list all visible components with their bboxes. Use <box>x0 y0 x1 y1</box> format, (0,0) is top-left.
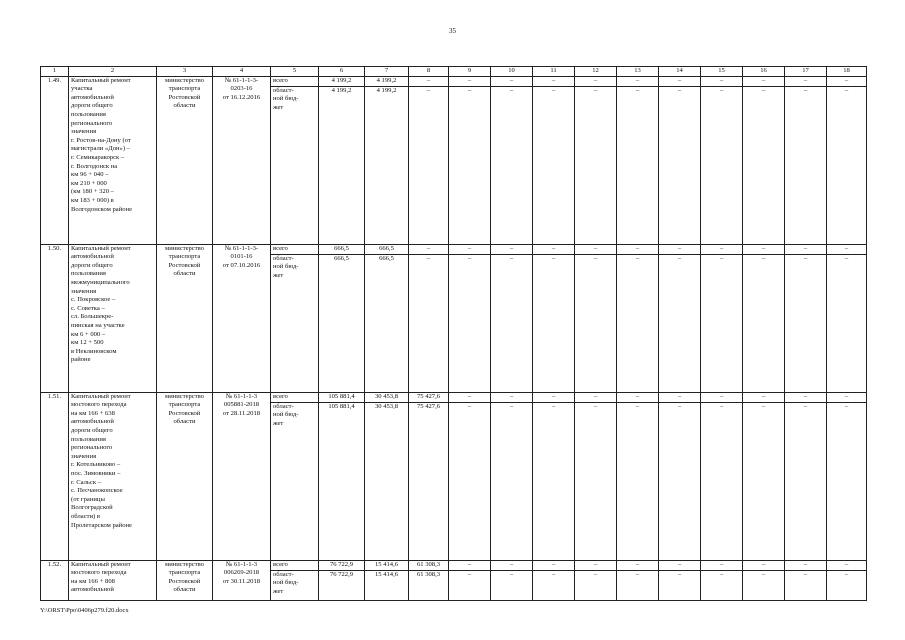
row-number: 1.52. <box>41 560 69 600</box>
value-cell: – <box>701 402 743 560</box>
value-cell: – <box>575 244 617 254</box>
agency: министерство транспорта Ростовской области <box>157 392 213 560</box>
value-cell: – <box>449 244 491 254</box>
value-cell: – <box>743 402 785 560</box>
source-regional: област- ной бюд- жет <box>271 570 319 600</box>
header-col-2: 2 <box>69 67 157 77</box>
value-cell: – <box>617 402 659 560</box>
value-cell: – <box>701 76 743 86</box>
value-cell: – <box>449 86 491 244</box>
value-cell: – <box>785 244 827 254</box>
source-regional: област- ной бюд- жет <box>271 402 319 560</box>
value-cell: – <box>785 570 827 600</box>
value-cell: – <box>449 402 491 560</box>
value-cell: – <box>575 254 617 392</box>
value-cell: – <box>533 254 575 392</box>
row-number: 1.51. <box>41 392 69 560</box>
value-cell: – <box>533 402 575 560</box>
value-cell: 666,5 <box>365 254 409 392</box>
value-cell: 75 427,6 <box>409 392 449 402</box>
document-ref: № 61-1-1-3 006269-2018 от 30.11.2018 <box>213 560 271 600</box>
value-cell: – <box>743 244 785 254</box>
header-col-16: 16 <box>743 67 785 77</box>
value-cell: – <box>659 86 701 244</box>
footer-path: Y:\ORST\Ppo\0406p279.f20.docx <box>40 607 129 614</box>
value-cell: – <box>659 76 701 86</box>
table-row <box>41 392 867 402</box>
value-cell: – <box>785 392 827 402</box>
value-cell: – <box>743 86 785 244</box>
header-col-13: 13 <box>617 67 659 77</box>
value-cell: 15 414,6 <box>365 560 409 570</box>
header-col-12: 12 <box>575 67 617 77</box>
table-row <box>41 76 867 86</box>
value-cell: – <box>701 244 743 254</box>
source-total: всего <box>271 244 319 254</box>
value-cell: – <box>617 86 659 244</box>
value-cell: – <box>659 244 701 254</box>
value-cell: – <box>533 560 575 570</box>
value-cell: – <box>701 560 743 570</box>
header-col-14: 14 <box>659 67 701 77</box>
value-cell: – <box>491 254 533 392</box>
value-cell: – <box>659 560 701 570</box>
header-col-8: 8 <box>409 67 449 77</box>
value-cell: – <box>575 86 617 244</box>
value-cell: – <box>743 570 785 600</box>
value-cell: – <box>659 254 701 392</box>
value-cell: 4 199,2 <box>319 86 365 244</box>
header-col-3: 3 <box>157 67 213 77</box>
document-ref: № 61-1-1-3 005881-2018 от 28.11.2018 <box>213 392 271 560</box>
object-name: Капитальный ремонт автомобильной дороги общего пользования межмуниципального значения с. Покровское – с. Советка – сл. Большекре- пинская на участке км 6 + 000 – км 12 + 500 в Неклиновском районе <box>69 244 157 392</box>
value-cell: – <box>617 392 659 402</box>
value-cell: 15 414,6 <box>365 570 409 600</box>
value-cell: – <box>491 86 533 244</box>
value-cell: – <box>827 86 867 244</box>
value-cell: – <box>827 560 867 570</box>
value-cell: – <box>659 570 701 600</box>
budget-table <box>40 66 867 601</box>
value-cell: 4 199,2 <box>365 86 409 244</box>
source-regional: област- ной бюд- жет <box>271 86 319 244</box>
agency: министерство транспорта Ростовской области <box>157 244 213 392</box>
value-cell: – <box>659 402 701 560</box>
value-cell: 76 722,9 <box>319 570 365 600</box>
value-cell: – <box>533 86 575 244</box>
value-cell: – <box>743 560 785 570</box>
document-ref: № 61-1-1-3- 0203-16 от 16.12.2016 <box>213 76 271 244</box>
agency: министерство транспорта Ростовской области <box>157 76 213 244</box>
header-col-17: 17 <box>785 67 827 77</box>
value-cell: – <box>533 570 575 600</box>
value-cell: – <box>491 76 533 86</box>
value-cell: – <box>491 392 533 402</box>
value-cell: – <box>827 402 867 560</box>
header-row <box>41 67 867 77</box>
value-cell: 666,5 <box>319 254 365 392</box>
value-cell: – <box>449 76 491 86</box>
source-regional: област- ной бюд- жет <box>271 254 319 392</box>
header-col-5: 5 <box>271 67 319 77</box>
object-name: Капитальный ремонт мостового перехода на км 166 + 638 автомобильной дороги общего пользования регионального значения г. Котельниково – пос. Зимовники – г. Сальск – с. Песчанокопское (от границы Волгоградской области) в Пролетарском районе <box>69 392 157 560</box>
value-cell: – <box>575 560 617 570</box>
source-total: всего <box>271 392 319 402</box>
value-cell: 666,5 <box>365 244 409 254</box>
header-col-18: 18 <box>827 67 867 77</box>
source-total: всего <box>271 560 319 570</box>
value-cell: – <box>827 254 867 392</box>
row-number: 1.50. <box>41 244 69 392</box>
value-cell: – <box>449 392 491 402</box>
value-cell: 105 881,4 <box>319 392 365 402</box>
value-cell: – <box>533 76 575 86</box>
value-cell: – <box>409 244 449 254</box>
agency: министерство транспорта Ростовской области <box>157 560 213 600</box>
value-cell: – <box>827 244 867 254</box>
table-row <box>41 560 867 570</box>
value-cell: – <box>533 392 575 402</box>
value-cell: – <box>785 402 827 560</box>
value-cell: 76 722,9 <box>319 560 365 570</box>
header-col-11: 11 <box>533 67 575 77</box>
value-cell: – <box>491 402 533 560</box>
value-cell: 75 427,6 <box>409 402 449 560</box>
value-cell: – <box>409 86 449 244</box>
header-col-6: 6 <box>319 67 365 77</box>
value-cell: – <box>617 560 659 570</box>
value-cell: – <box>409 76 449 86</box>
value-cell: – <box>449 254 491 392</box>
header-col-4: 4 <box>213 67 271 77</box>
value-cell: – <box>617 254 659 392</box>
object-name: Капитальный ремонт участка автомобильной дороги общего пользования регионального значения г. Ростов-на-Дону (от магистрали «Дон») – г. Семикаракорск – г. Волгодонск на км 96 + 040 – км 210 + 000 (км 180 + 320 – км 183 + 000) в Волгодонском районе <box>69 76 157 244</box>
value-cell: 4 199,2 <box>365 76 409 86</box>
value-cell: – <box>491 560 533 570</box>
value-cell: – <box>743 76 785 86</box>
page-number: 35 <box>449 27 456 35</box>
value-cell: – <box>827 76 867 86</box>
value-cell: – <box>785 76 827 86</box>
value-cell: – <box>785 254 827 392</box>
value-cell: – <box>659 392 701 402</box>
value-cell: – <box>575 76 617 86</box>
value-cell: 105 881,4 <box>319 402 365 560</box>
value-cell: – <box>575 570 617 600</box>
value-cell: – <box>785 86 827 244</box>
value-cell: 61 308,3 <box>409 560 449 570</box>
value-cell: – <box>701 254 743 392</box>
value-cell: – <box>533 244 575 254</box>
value-cell: – <box>827 570 867 600</box>
value-cell: 666,5 <box>319 244 365 254</box>
value-cell: 30 453,8 <box>365 402 409 560</box>
value-cell: – <box>701 570 743 600</box>
value-cell: – <box>743 254 785 392</box>
value-cell: – <box>449 560 491 570</box>
value-cell: 61 308,3 <box>409 570 449 600</box>
value-cell: – <box>575 402 617 560</box>
header-col-1: 1 <box>41 67 69 77</box>
table-row <box>41 244 867 254</box>
source-total: всего <box>271 76 319 86</box>
value-cell: – <box>743 392 785 402</box>
value-cell: – <box>617 244 659 254</box>
value-cell: – <box>449 570 491 600</box>
value-cell: 4 199,2 <box>319 76 365 86</box>
value-cell: – <box>701 86 743 244</box>
value-cell: – <box>701 392 743 402</box>
value-cell: – <box>491 570 533 600</box>
header-col-7: 7 <box>365 67 409 77</box>
header-col-15: 15 <box>701 67 743 77</box>
value-cell: – <box>575 392 617 402</box>
value-cell: 30 453,8 <box>365 392 409 402</box>
value-cell: – <box>827 392 867 402</box>
value-cell: – <box>617 570 659 600</box>
row-number: 1.49. <box>41 76 69 244</box>
value-cell: – <box>491 244 533 254</box>
object-name: Капитальный ремонт мостового перехода на км 166 + 808 автомобильной <box>69 560 157 600</box>
value-cell: – <box>785 560 827 570</box>
header-col-10: 10 <box>491 67 533 77</box>
header-col-9: 9 <box>449 67 491 77</box>
document-ref: № 61-1-1-3- 0101-16 от 07.10.2016 <box>213 244 271 392</box>
value-cell: – <box>409 254 449 392</box>
value-cell: – <box>617 76 659 86</box>
